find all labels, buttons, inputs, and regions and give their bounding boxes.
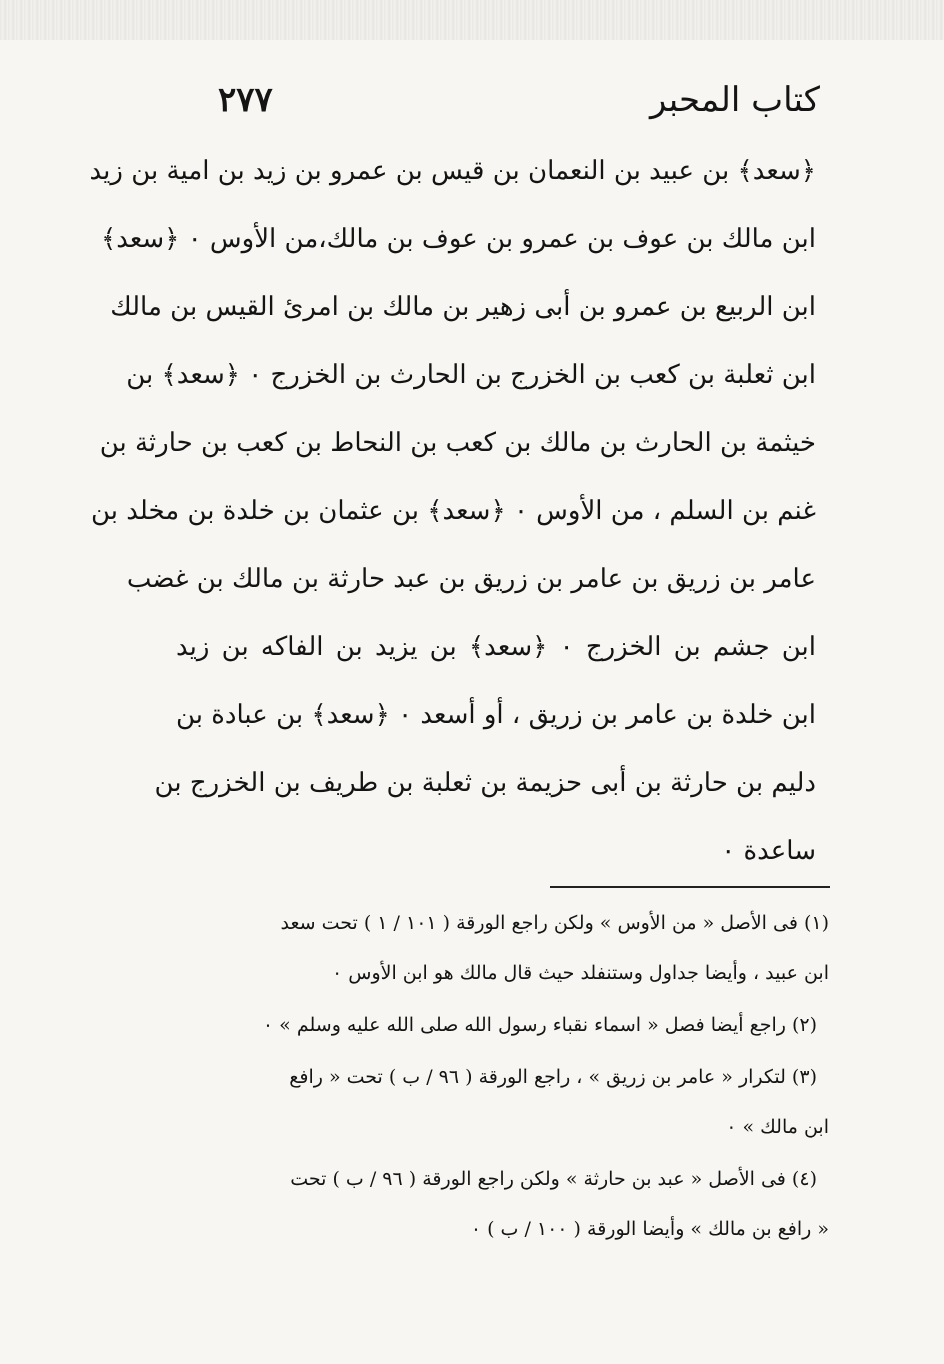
text-line: ابن ثعلبة بن كعب بن الخزرج بن الحارث بن الخزرج ٠ ﴿سعد﴾ بن	[126, 360, 816, 390]
footnote-line: (٢) راجع أيضا فصل « اسماء نقباء رسول الله صلى الله عليه وسلم » ٠	[262, 1014, 817, 1036]
text-line: ابن مالك بن عوف بن عمرو بن عوف بن مالك،من الأوس ٠ ﴿سعد﴾	[100, 224, 816, 254]
main-text	[89, 137, 817, 885]
text-line: عامر بن زريق بن عامر بن زريق بن عبد حارثة بن مالك بن غضب	[126, 564, 816, 594]
footnote-line: (٤) فى الأصل « عبد بن حارثة » ولكن راجع الورقة ( ٩٦ / ب ) تحت	[290, 1168, 817, 1190]
footnote-line: (١) فى الأصل « من الأوس » ولكن راجع الورقة ( ١٠١ / ١ ) تحت سعد	[280, 912, 829, 934]
text-line: خيثمة بن الحارث بن مالك بن كعب بن النحاط بن كعب بن حارثة بن	[99, 428, 816, 458]
footnote-line: « رافع بن مالك » وأيضا الورقة ( ١٠٠ / ب ) ٠	[470, 1218, 829, 1240]
page-header	[200, 70, 820, 130]
footnote-line: (٣) لتكرار « عامر بن زريق » ، راجع الورقة ( ٩٦ / ب ) تحت « رافع	[289, 1066, 817, 1088]
text-line: ابن الربيع بن عمرو بن أبى زهير بن مالك بن امرئ القيس بن مالك	[110, 292, 816, 322]
footnote-divider	[550, 886, 830, 888]
scan-edge-noise	[0, 0, 944, 40]
text-line: دليم بن حارثة بن أبى حزيمة بن ثعلبة بن طريف بن الخزرج بن	[154, 768, 816, 798]
page-number: ٢٧٧	[218, 80, 273, 120]
text-line: ابن جشم بن الخزرج ٠ ﴿سعد﴾ بن يزيد بن الفاكه بن زيد	[176, 632, 816, 662]
text-line: غنم بن السلم ، من الأوس ٠ ﴿سعد﴾ بن عثمان بن خلدة بن مخلد بن	[90, 496, 816, 526]
book-title: كتاب المحبر	[649, 80, 820, 120]
text-line: ساعدة ٠	[721, 836, 816, 866]
text-line: ابن خلدة بن عامر بن زريق ، أو أسعد ٠ ﴿سعد﴾ بن عبادة بن	[176, 700, 817, 730]
footnote-line: ابن مالك » ٠	[726, 1116, 829, 1138]
footnotes	[165, 898, 829, 1254]
text-line: ﴿سعد﴾ بن عبيد بن النعمان بن قيس بن عمرو بن زيد بن امية بن زيد	[89, 156, 816, 186]
footnote-line: ابن عبيد ، وأيضا جداول وستنفلد حيث قال مالك هو ابن الأوس ٠	[332, 962, 829, 984]
